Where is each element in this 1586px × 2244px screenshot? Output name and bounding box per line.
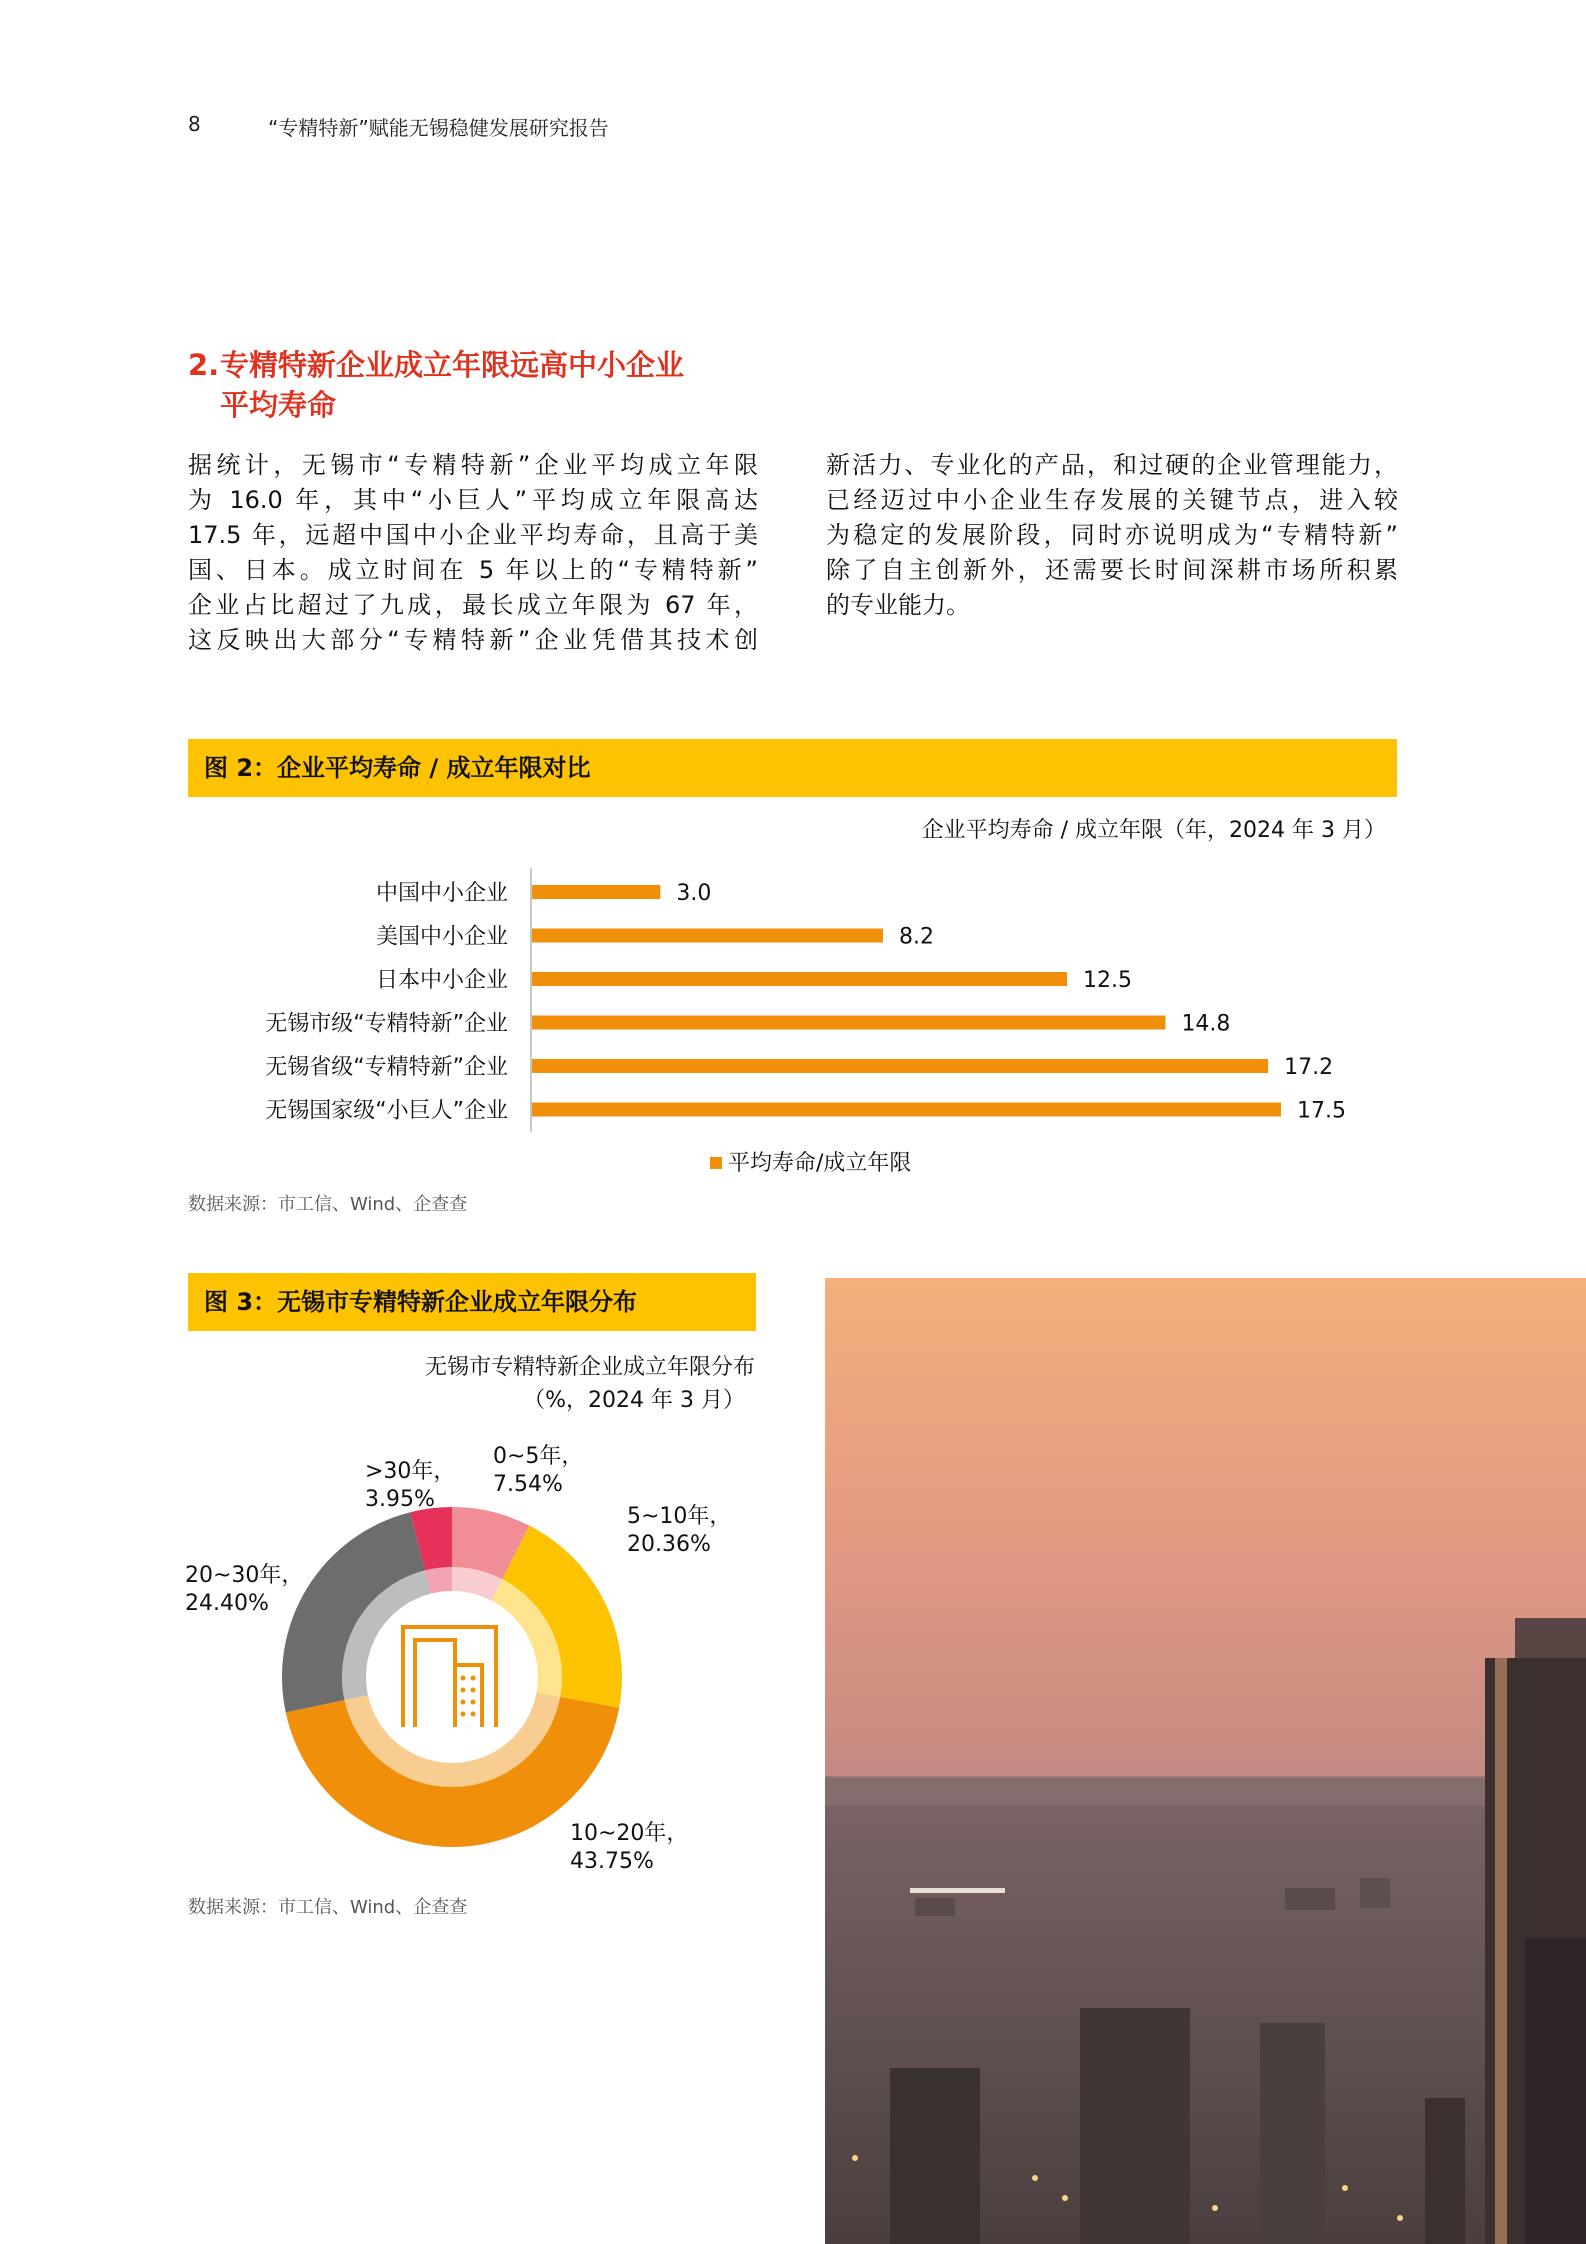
legend-label: 平均寿命/成立年限	[728, 1151, 912, 1176]
bar-category-label: 美国中小企业	[375, 924, 508, 950]
donut-slice-label: 0~5年，	[493, 1444, 584, 1469]
figure2-source: 数据来源：市工信、Wind、企查查	[188, 1194, 468, 1215]
section-number: 2.	[188, 348, 220, 382]
section-title-line2: 平均寿命	[220, 388, 337, 422]
figure3-source: 数据来源：市工信、Wind、企查查	[188, 1897, 468, 1918]
figure3-banner	[188, 1273, 756, 1331]
donut-slice-value: 24.40%	[185, 1591, 269, 1616]
bar-value-label: 12.5	[1083, 968, 1132, 993]
donut-slice-value: 43.75%	[570, 1849, 654, 1874]
report-title: “专精特新”赋能无锡稳健发展研究报告	[268, 116, 609, 140]
section-title-line1: 专精特新企业成立年限远高中小企业	[220, 348, 685, 382]
bar-category-label: 无锡省级“专精特新”企业	[265, 1055, 508, 1080]
bar-chart	[188, 800, 1400, 1190]
body-line: 为 16.0 年，其中“小巨人”平均成立年限高达	[188, 486, 758, 514]
body-line: 的专业能力。	[826, 591, 970, 619]
figure2-label: 图 2：企业平均寿命 / 成立年限对比	[204, 754, 591, 782]
bar	[532, 885, 660, 899]
donut-slice-label: 20~30年，	[185, 1563, 304, 1588]
bar	[532, 1103, 1281, 1117]
body-line: 新活力、专业化的产品，和过硬的企业管理能力，	[826, 451, 1398, 479]
bar-category-label: 无锡国家级“小巨人”企业	[265, 1098, 508, 1124]
bar	[532, 1016, 1165, 1030]
body-line: 企业占比超过了九成，最长成立年限为 67 年，	[188, 591, 758, 619]
donut-slice-label: >30年，	[365, 1459, 456, 1484]
cityscape-illustration	[825, 1278, 1586, 2244]
body-line: 17.5 年，远超中国中小企业平均寿命，且高于美	[188, 521, 758, 549]
bar	[532, 972, 1067, 986]
bar-value-label: 17.5	[1297, 1098, 1346, 1124]
body-left-column	[188, 448, 758, 658]
body-line: 据统计，无锡市“专精特新”企业平均成立年限	[188, 451, 758, 479]
donut-slice-label: 5~10年，	[627, 1504, 732, 1529]
bar-category-label: 日本中小企业	[375, 968, 508, 993]
page-number: 8	[188, 112, 201, 136]
donut-slice-value: 7.54%	[493, 1472, 563, 1497]
bar-value-label: 14.8	[1181, 1011, 1231, 1037]
body-line: 国、日本。成立时间在 5 年以上的“专精特新”	[188, 556, 758, 584]
body-line: 这反映出大部分“专精特新”企业凭借其技术创	[188, 626, 758, 654]
bar-value-label: 17.2	[1284, 1055, 1334, 1080]
body-line: 除了自主创新外，还需要长时间深耕市场所积累	[826, 556, 1398, 584]
body-line: 为稳定的发展阶段，同时亦说明成为“专精特新”	[826, 521, 1398, 549]
legend-swatch	[710, 1157, 722, 1169]
donut-chart	[170, 1340, 770, 1880]
figure3-label: 图 3：无锡市专精特新企业成立年限分布	[204, 1288, 638, 1316]
bar-value-label: 8.2	[898, 924, 934, 950]
donut-slice-label: 10~20年，	[570, 1821, 689, 1846]
body-right-column	[826, 448, 1398, 623]
donut-slice-value: 3.95%	[365, 1487, 435, 1512]
donut-title-line2: （%，2024 年 3 月）	[523, 1388, 745, 1413]
bar-category-label: 中国中小企业	[375, 881, 508, 906]
donut-title-line1: 无锡市专精特新企业成立年限分布	[424, 1355, 755, 1380]
donut-slice-value: 20.36%	[627, 1532, 711, 1557]
body-line: 已经迈过中小企业生存发展的关键节点，进入较	[826, 486, 1398, 514]
bar-value-label: 3.0	[676, 881, 712, 906]
bar-chart-title: 企业平均寿命 / 成立年限（年，2024 年 3 月）	[921, 818, 1386, 843]
bar-category-label: 无锡市级“专精特新”企业	[265, 1011, 508, 1037]
bar	[532, 929, 883, 943]
bar	[532, 1059, 1268, 1073]
figure2-banner	[188, 739, 1397, 797]
donut-center	[368, 1593, 536, 1761]
cityscape-photo	[825, 1278, 1586, 2244]
